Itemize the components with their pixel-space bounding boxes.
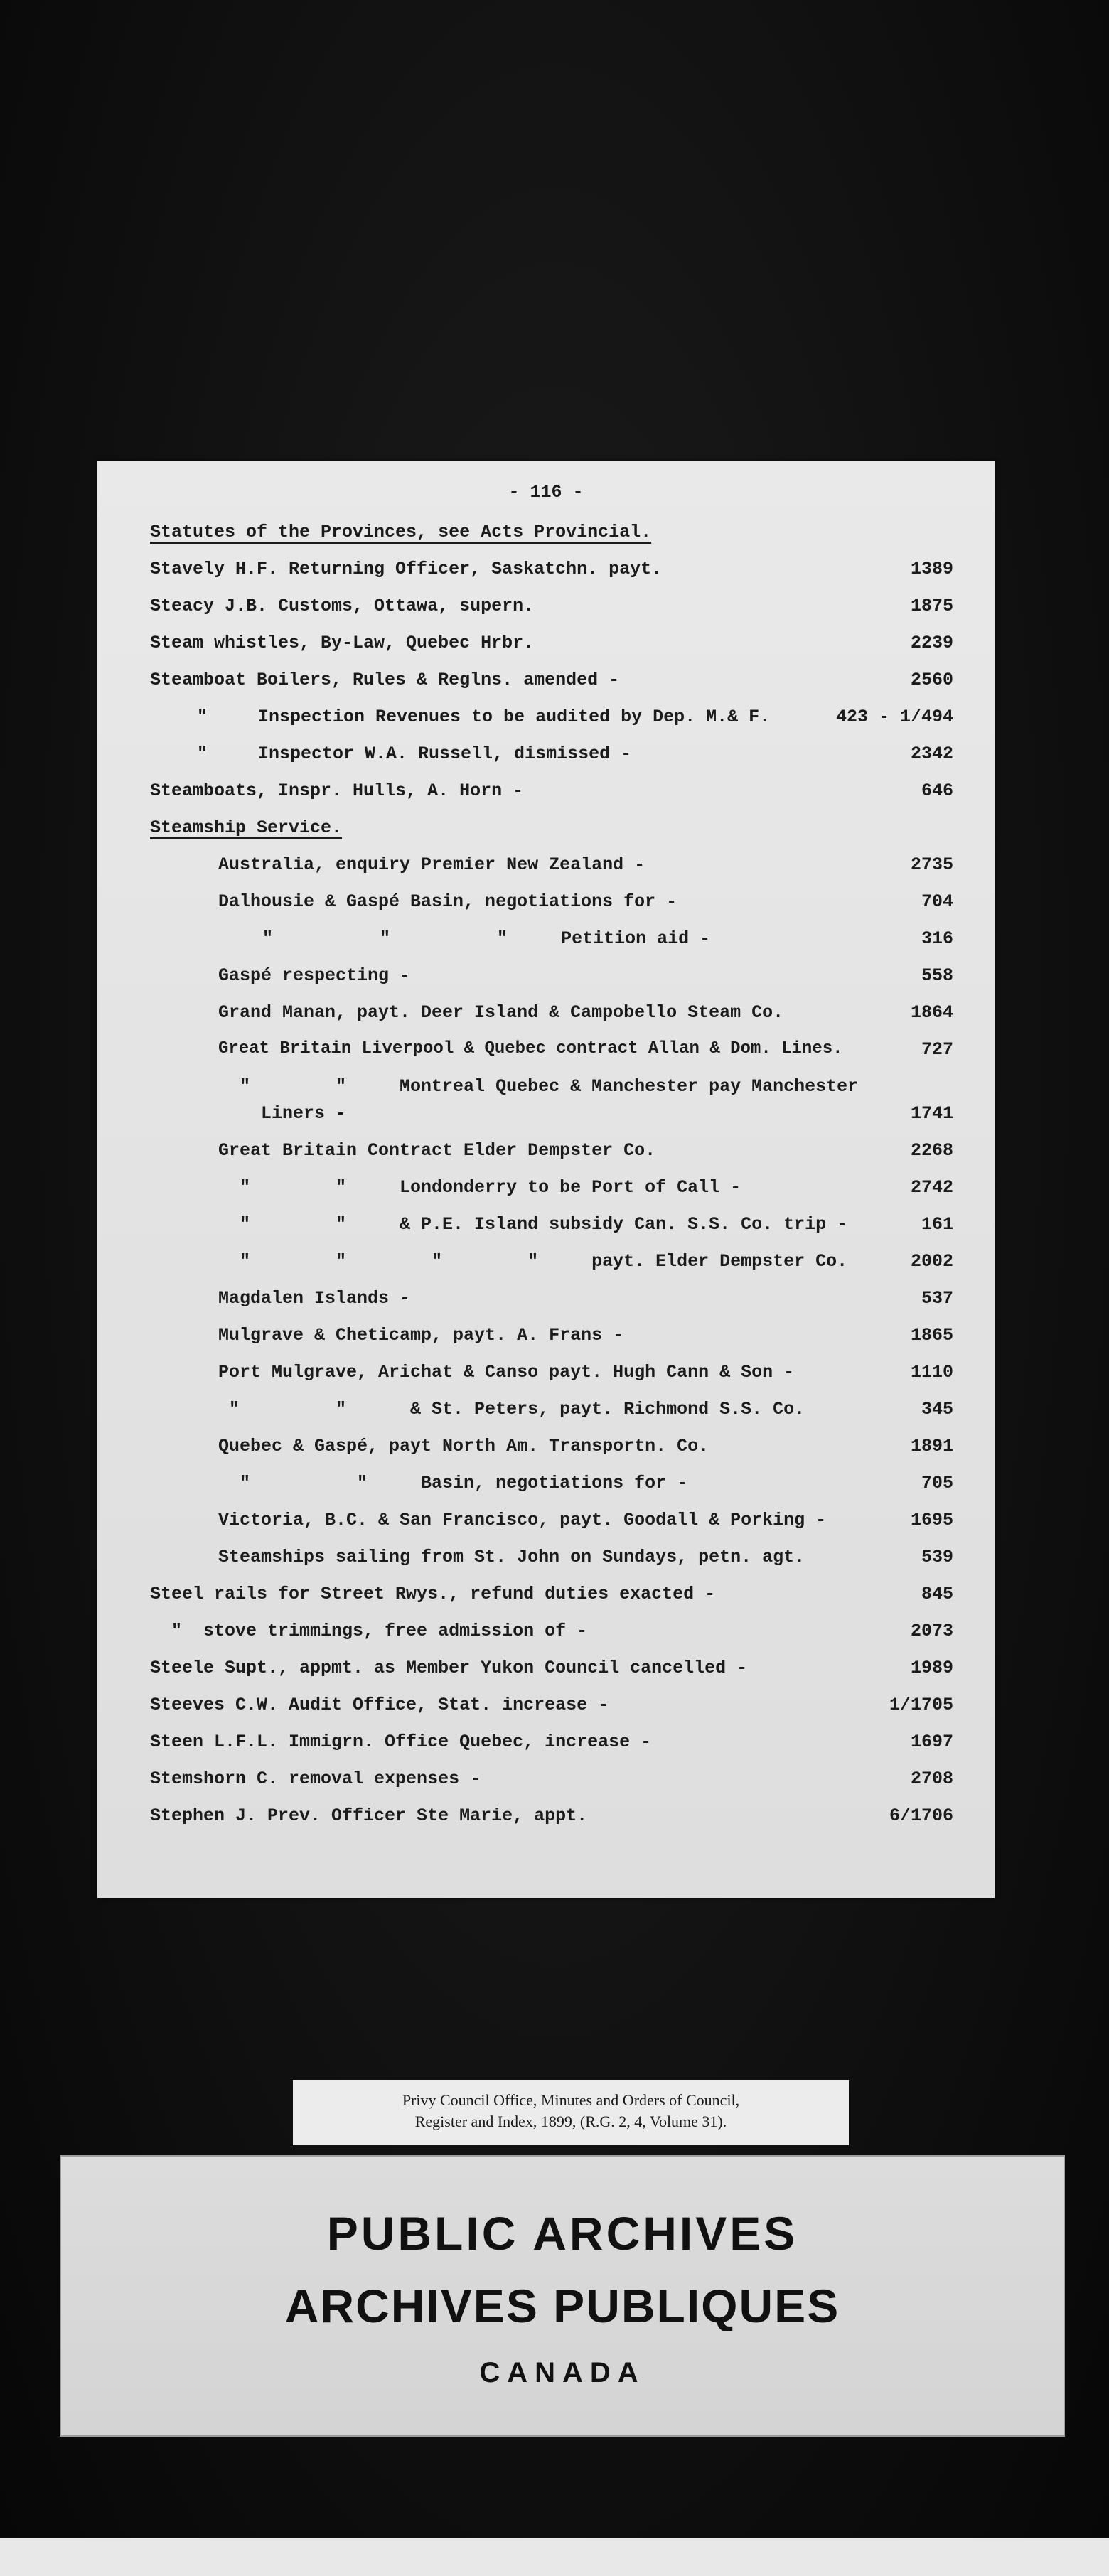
entry-text: " " & P.E. Island subsidy Can. S.S. Co. trip - (218, 1214, 848, 1235)
entry-number: 646 (921, 780, 953, 801)
entry-number: 1697 (910, 1732, 953, 1752)
index-entry (150, 633, 953, 664)
entry-text: Port Mulgrave, Arichat & Canso payt. Hugh Cann & Son - (218, 1362, 795, 1383)
entry-number: 1989 (910, 1658, 953, 1678)
entry-number: 1389 (910, 559, 953, 579)
entry-number: 558 (921, 965, 953, 986)
index-subentry (218, 1473, 953, 1504)
index-entry-ditto (197, 744, 953, 775)
stamp-line-2: ARCHIVES PUBLIQUES (284, 2280, 840, 2332)
index-subentry (218, 1177, 953, 1208)
entry-text: Steen L.F.L. Immigrn. Office Quebec, increase - (150, 1732, 652, 1752)
entry-number: 2268 (910, 1140, 953, 1161)
caption-line-2: Register and Index, 1899, (R.G. 2, 4, Volume 31). (414, 2113, 727, 2130)
entry-number: 1875 (910, 596, 953, 616)
entry-text: " " & St. Peters, payt. Richmond S.S. Co. (218, 1399, 805, 1420)
entry-text: Steacy J.B. Customs, Ottawa, supern. (150, 596, 535, 616)
entry-text: Steele Supt., appmt. as Member Yukon Council cancelled - (150, 1658, 748, 1678)
entry-text: Australia, enquiry Premier New Zealand - (218, 854, 645, 875)
index-entry (150, 1805, 953, 1837)
entry-number: 704 (921, 891, 953, 912)
entry-number: 316 (921, 928, 953, 949)
archives-stamp (60, 2155, 1065, 2437)
index-entry (150, 1621, 953, 1652)
source-caption (293, 2080, 849, 2145)
index-entry (150, 559, 953, 590)
entry-text: " " Montreal Quebec & Manchester pay Manchester (218, 1076, 859, 1097)
bottom-margin (0, 2538, 1109, 2576)
entry-number: 845 (921, 1584, 953, 1604)
entry-number: 2560 (910, 670, 953, 690)
stamp-line-3: CANADA (479, 2357, 645, 2388)
index-entry (150, 1732, 953, 1763)
entry-text: Steeves C.W. Audit Office, Stat. increase - (150, 1695, 609, 1715)
index-subentry (218, 1436, 953, 1467)
entry-number: 6/1706 (889, 1805, 953, 1826)
entry-number: 2735 (910, 854, 953, 875)
caption-line-1: Privy Council Office, Minutes and Orders of Council, (402, 2091, 740, 2109)
index-entry-ditto (197, 707, 953, 738)
entry-text: Stemshorn C. removal expenses - (150, 1769, 481, 1789)
entry-number: 2342 (910, 744, 953, 764)
entry-text: Steamships sailing from St. John on Sundays, petn. agt. (218, 1547, 805, 1567)
index-entry (150, 670, 953, 701)
index-subentry (218, 965, 953, 997)
index-subentry (218, 1325, 953, 1356)
entry-number: 1864 (910, 1002, 953, 1023)
index-subentry (218, 1547, 953, 1578)
entry-number: 2742 (910, 1177, 953, 1198)
entry-number: 1891 (910, 1436, 953, 1456)
index-subentry-continuation (218, 1103, 953, 1134)
index-subentry (218, 1140, 953, 1171)
entry-text: " " " " payt. Elder Dempster Co. (218, 1251, 848, 1272)
entry-text: Steam whistles, By-Law, Quebec Hrbr. (150, 633, 535, 653)
index-subentry (218, 1214, 953, 1245)
index-subentry (218, 1039, 953, 1070)
entry-number: 2073 (910, 1621, 953, 1641)
document-page (97, 461, 995, 1898)
index-subentry (218, 1510, 953, 1541)
entry-text: Stephen J. Prev. Officer Ste Marie, appt. (150, 1805, 588, 1826)
entry-number: 537 (921, 1288, 953, 1309)
entry-text: Dalhousie & Gaspé Basin, negotiations for - (218, 891, 677, 912)
index-subentry (218, 1002, 953, 1034)
entry-text: Liners - (218, 1103, 347, 1124)
entry-text: Steamship Service. (150, 817, 343, 838)
index-entry (150, 1658, 953, 1689)
entry-number: 1110 (910, 1362, 953, 1383)
stamp-line-1: PUBLIC ARCHIVES (326, 2207, 798, 2260)
entry-number: 2239 (910, 633, 953, 653)
entry-text: Inspection Revenues to be audited by Dep. M.& F. (258, 707, 771, 727)
index-subentry (262, 928, 953, 960)
entry-number: 2002 (910, 1251, 953, 1272)
entry-text: Steamboat Boilers, Rules & Reglns. amended - (150, 670, 620, 690)
entry-number: 1695 (910, 1510, 953, 1530)
entry-number: 1/1705 (889, 1695, 953, 1715)
entry-text: Gaspé respecting - (218, 965, 411, 986)
entry-number: 539 (921, 1547, 953, 1567)
entry-number: 1741 (910, 1103, 953, 1124)
index-entry (150, 1695, 953, 1726)
entry-number: 161 (921, 1214, 953, 1235)
index-entry (150, 596, 953, 627)
entry-text: Mulgrave & Cheticamp, payt. A. Frans - (218, 1325, 624, 1346)
ditto-mark: " (197, 744, 208, 764)
entry-number: 345 (921, 1399, 953, 1420)
index-subentry (218, 854, 953, 886)
index-subentry (218, 1399, 953, 1430)
entry-text: Magdalen Islands - (218, 1288, 411, 1309)
index-subentry (218, 891, 953, 923)
entry-text: Great Britain Liverpool & Quebec contract Allan & Dom. Lines. (218, 1039, 843, 1058)
page-number: - 116 - (508, 482, 584, 503)
index-entry (150, 1584, 953, 1615)
index-subentry (218, 1251, 953, 1282)
index-entry-heading (150, 817, 953, 849)
entry-text: " stove trimmings, free admission of - (150, 1621, 588, 1641)
entry-number: 705 (921, 1473, 953, 1493)
entry-text: " " " Petition aid - (262, 928, 711, 949)
entry-text: " " Londonderry to be Port of Call - (218, 1177, 741, 1198)
entry-text: Great Britain Contract Elder Dempster Co. (218, 1140, 656, 1161)
entry-text: Quebec & Gaspé, payt North Am. Transportn. Co. (218, 1436, 709, 1456)
entry-text: " " Basin, negotiations for - (218, 1473, 688, 1493)
entry-number: 727 (921, 1039, 953, 1060)
index-entry (150, 780, 953, 812)
entry-text: Steamboats, Inspr. Hulls, A. Horn - (150, 780, 524, 801)
entry-number: 1865 (910, 1325, 953, 1346)
entry-text: Grand Manan, payt. Deer Island & Campobello Steam Co. (218, 1002, 784, 1023)
entry-text: Victoria, B.C. & San Francisco, payt. Goodall & Porking - (218, 1510, 827, 1530)
index-entry (150, 1769, 953, 1800)
index-entry-heading (150, 522, 953, 553)
entry-text: Statutes of the Provinces, see Acts Provincial. (150, 522, 652, 542)
entry-number: 2708 (910, 1769, 953, 1789)
entry-text: Steel rails for Street Rwys., refund duties exacted - (150, 1584, 716, 1604)
entry-text: Inspector W.A. Russell, dismissed - (258, 744, 632, 764)
entry-text: Stavely H.F. Returning Officer, Saskatchn. payt. (150, 559, 663, 579)
index-subentry (218, 1288, 953, 1319)
index-subentry (218, 1362, 953, 1393)
ditto-mark: " (197, 707, 208, 727)
entry-number: 423 - 1/494 (835, 707, 953, 727)
